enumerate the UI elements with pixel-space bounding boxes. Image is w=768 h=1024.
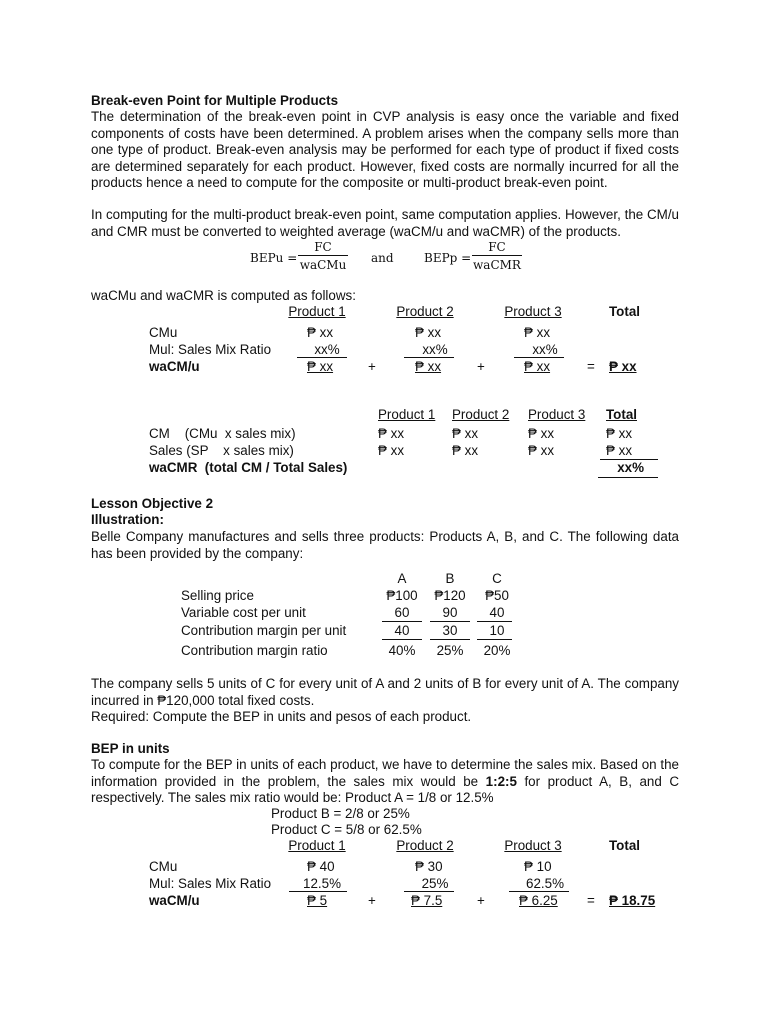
table1-cell: ₱ xx [415,325,442,340]
table3-cell: 60 [394,605,410,620]
product-c-ratio: Product C = 5/8 or 62.5% [271,822,422,837]
table1-cell: xx% [314,342,340,357]
table1-cell: ₱ xx [307,325,334,340]
table4-header-total: Total [609,838,640,853]
table2-row1-label: CM (CMu x sales mix) [149,426,296,441]
table1-row3-label: waCM/u [149,359,200,374]
bep-units-heading: BEP in units [91,741,170,756]
table4-header-3: Product 3 [504,838,562,853]
table3-label: Selling price [181,588,254,603]
table4-cell: ₱ 7.5 [411,893,443,908]
lesson-heading: Lesson Objective 2 [91,496,214,511]
table4-cell: 25% [421,876,449,891]
bepp-fraction [472,240,522,272]
table2-cell: ₱ xx [528,426,555,441]
product-b-ratio: Product B = 2/8 or 25% [271,806,410,821]
table2-cell: ₱ xx [606,443,633,458]
table3-label: Variable cost per unit [181,605,306,620]
table1-header-3: Product 3 [504,304,562,319]
problem-paragraph: The company sells 5 units of C for every unit of A and 2 units of B for every unit of A. The company incurred in ₱120,000 total fixed costs. [91,676,679,708]
intro-paragraph: The determination of the break-even point in CVP analysis is easy once the variable and fixed components of costs have been determined. A problem arises when the company sells more than one type of product. Break-even analysis may be performed for each type of product if fixed costs are determined separately for each product. However, fixed costs are normally incurred for all the products hence a need to compute for the composite or multi-product break-even point. [91,109,679,190]
table1-total: ₱ xx [609,359,637,374]
table4-cell: ₱ 30 [415,859,443,874]
bepp-numerator: FC [472,240,522,256]
computed-intro: waCMu and waCMR is computed as follows: [91,288,356,303]
table1-header-1: Product 1 [288,304,346,319]
bep-units-paragraph: To compute for the BEP in units of each product, we have to determine the sales mix. Based on the information provided in the problem, the sales mix would be 1:2:5 for product A, B, and C respectively. The sales mix ratio would be: Product A = 1/8 or 12.5% [91,757,679,805]
table4-row3-label: waCM/u [149,893,200,908]
table2-cell: ₱ xx [528,443,555,458]
table4-cell: 62.5% [526,876,564,891]
table1-cell: ₱ xx [307,359,334,374]
table2-cell: ₱ xx [378,443,405,458]
table4-cell: 12.5% [303,876,341,891]
table3-cell: 10 [489,623,505,638]
table2-total: xx% [617,460,644,475]
table1-row1-label: CMu [149,325,178,340]
table4-row1-label: CMu [149,859,178,874]
table1-cell: ₱ xx [415,359,442,374]
section-heading: Break-even Point for Multiple Products [91,93,339,108]
plus-sign: + [368,893,376,908]
lesson-paragraph: Belle Company manufactures and sells three products: Products A, B, and C. The following data has been provided by the company: [91,529,679,561]
bepp-label: BEPp = [424,251,472,265]
table4-header-1: Product 1 [288,838,346,853]
table4-cell: ₱ 6.25 [519,893,558,908]
table2-row3-label: waCMR (total CM / Total Sales) [149,460,348,475]
table3-cell: ₱50 [485,588,509,603]
table2-cell: ₱ xx [452,426,479,441]
table3-label: Contribution margin per unit [181,623,347,638]
table4-total: ₱ 18.75 [609,893,656,908]
table1-cell: xx% [532,342,558,357]
table4-cell: ₱ 40 [307,859,335,874]
formula-and: and [371,251,394,265]
table2-cell: ₱ xx [378,426,405,441]
plus-sign: + [477,359,485,374]
table2-cell: ₱ xx [452,443,479,458]
table3-cell: 20% [483,643,511,658]
table2-header-2: Product 2 [452,407,510,422]
bepu-label: BEPu = [250,251,298,265]
table3-cell: 40% [388,643,416,658]
equals-sign: = [587,893,595,908]
table1-cell: xx% [422,342,448,357]
plus-sign: + [368,359,376,374]
bepp-denominator: waCMR [473,258,521,272]
table4-cell: ₱ 10 [524,859,552,874]
table4-row2-label: Mul: Sales Mix Ratio [149,876,272,891]
table1-header-total: Total [609,304,640,319]
computing-paragraph: In computing for the multi-product break-even point, same computation applies. However, the CM/u and CMR must be converted to weighted average (waCM/u and waCMR) of the products. [91,207,679,239]
equals-sign: = [587,359,595,374]
table2-cell: ₱ xx [606,426,633,441]
table3-header: A [397,571,407,586]
bepu-fraction [298,240,348,272]
sales-mix-ratio: 1:2:5 [485,773,517,789]
table3-header: C [492,571,502,586]
table1-cell: ₱ xx [524,359,551,374]
table3-cell: 40 [394,623,410,638]
table1-cell: ₱ xx [524,325,551,340]
plus-sign: + [477,893,485,908]
bepu-numerator: FC [298,240,348,256]
table2-header-total: Total [606,407,637,422]
table2-row2-label: Sales (SP x sales mix) [149,443,294,458]
bepu-denominator: waCMu [299,258,347,272]
table3-cell: ₱100 [386,588,418,603]
required-line: Required: Compute the BEP in units and pesos of each product. [91,709,472,724]
table3-cell: 40 [489,605,505,620]
table3-cell: 25% [436,643,464,658]
table2-header-1: Product 1 [378,407,436,422]
table3-header: B [445,571,455,586]
table4-header-2: Product 2 [396,838,454,853]
table1-header-2: Product 2 [396,304,454,319]
table2-header-3: Product 3 [528,407,586,422]
table3-label: Contribution margin ratio [181,643,328,658]
table3-cell: 90 [442,605,458,620]
table3-cell: ₱120 [434,588,466,603]
table1-row2-label: Mul: Sales Mix Ratio [149,342,272,357]
illustration-heading: Illustration: [91,512,164,527]
table4-cell: ₱ 5 [307,893,328,908]
table3-cell: 30 [442,623,458,638]
